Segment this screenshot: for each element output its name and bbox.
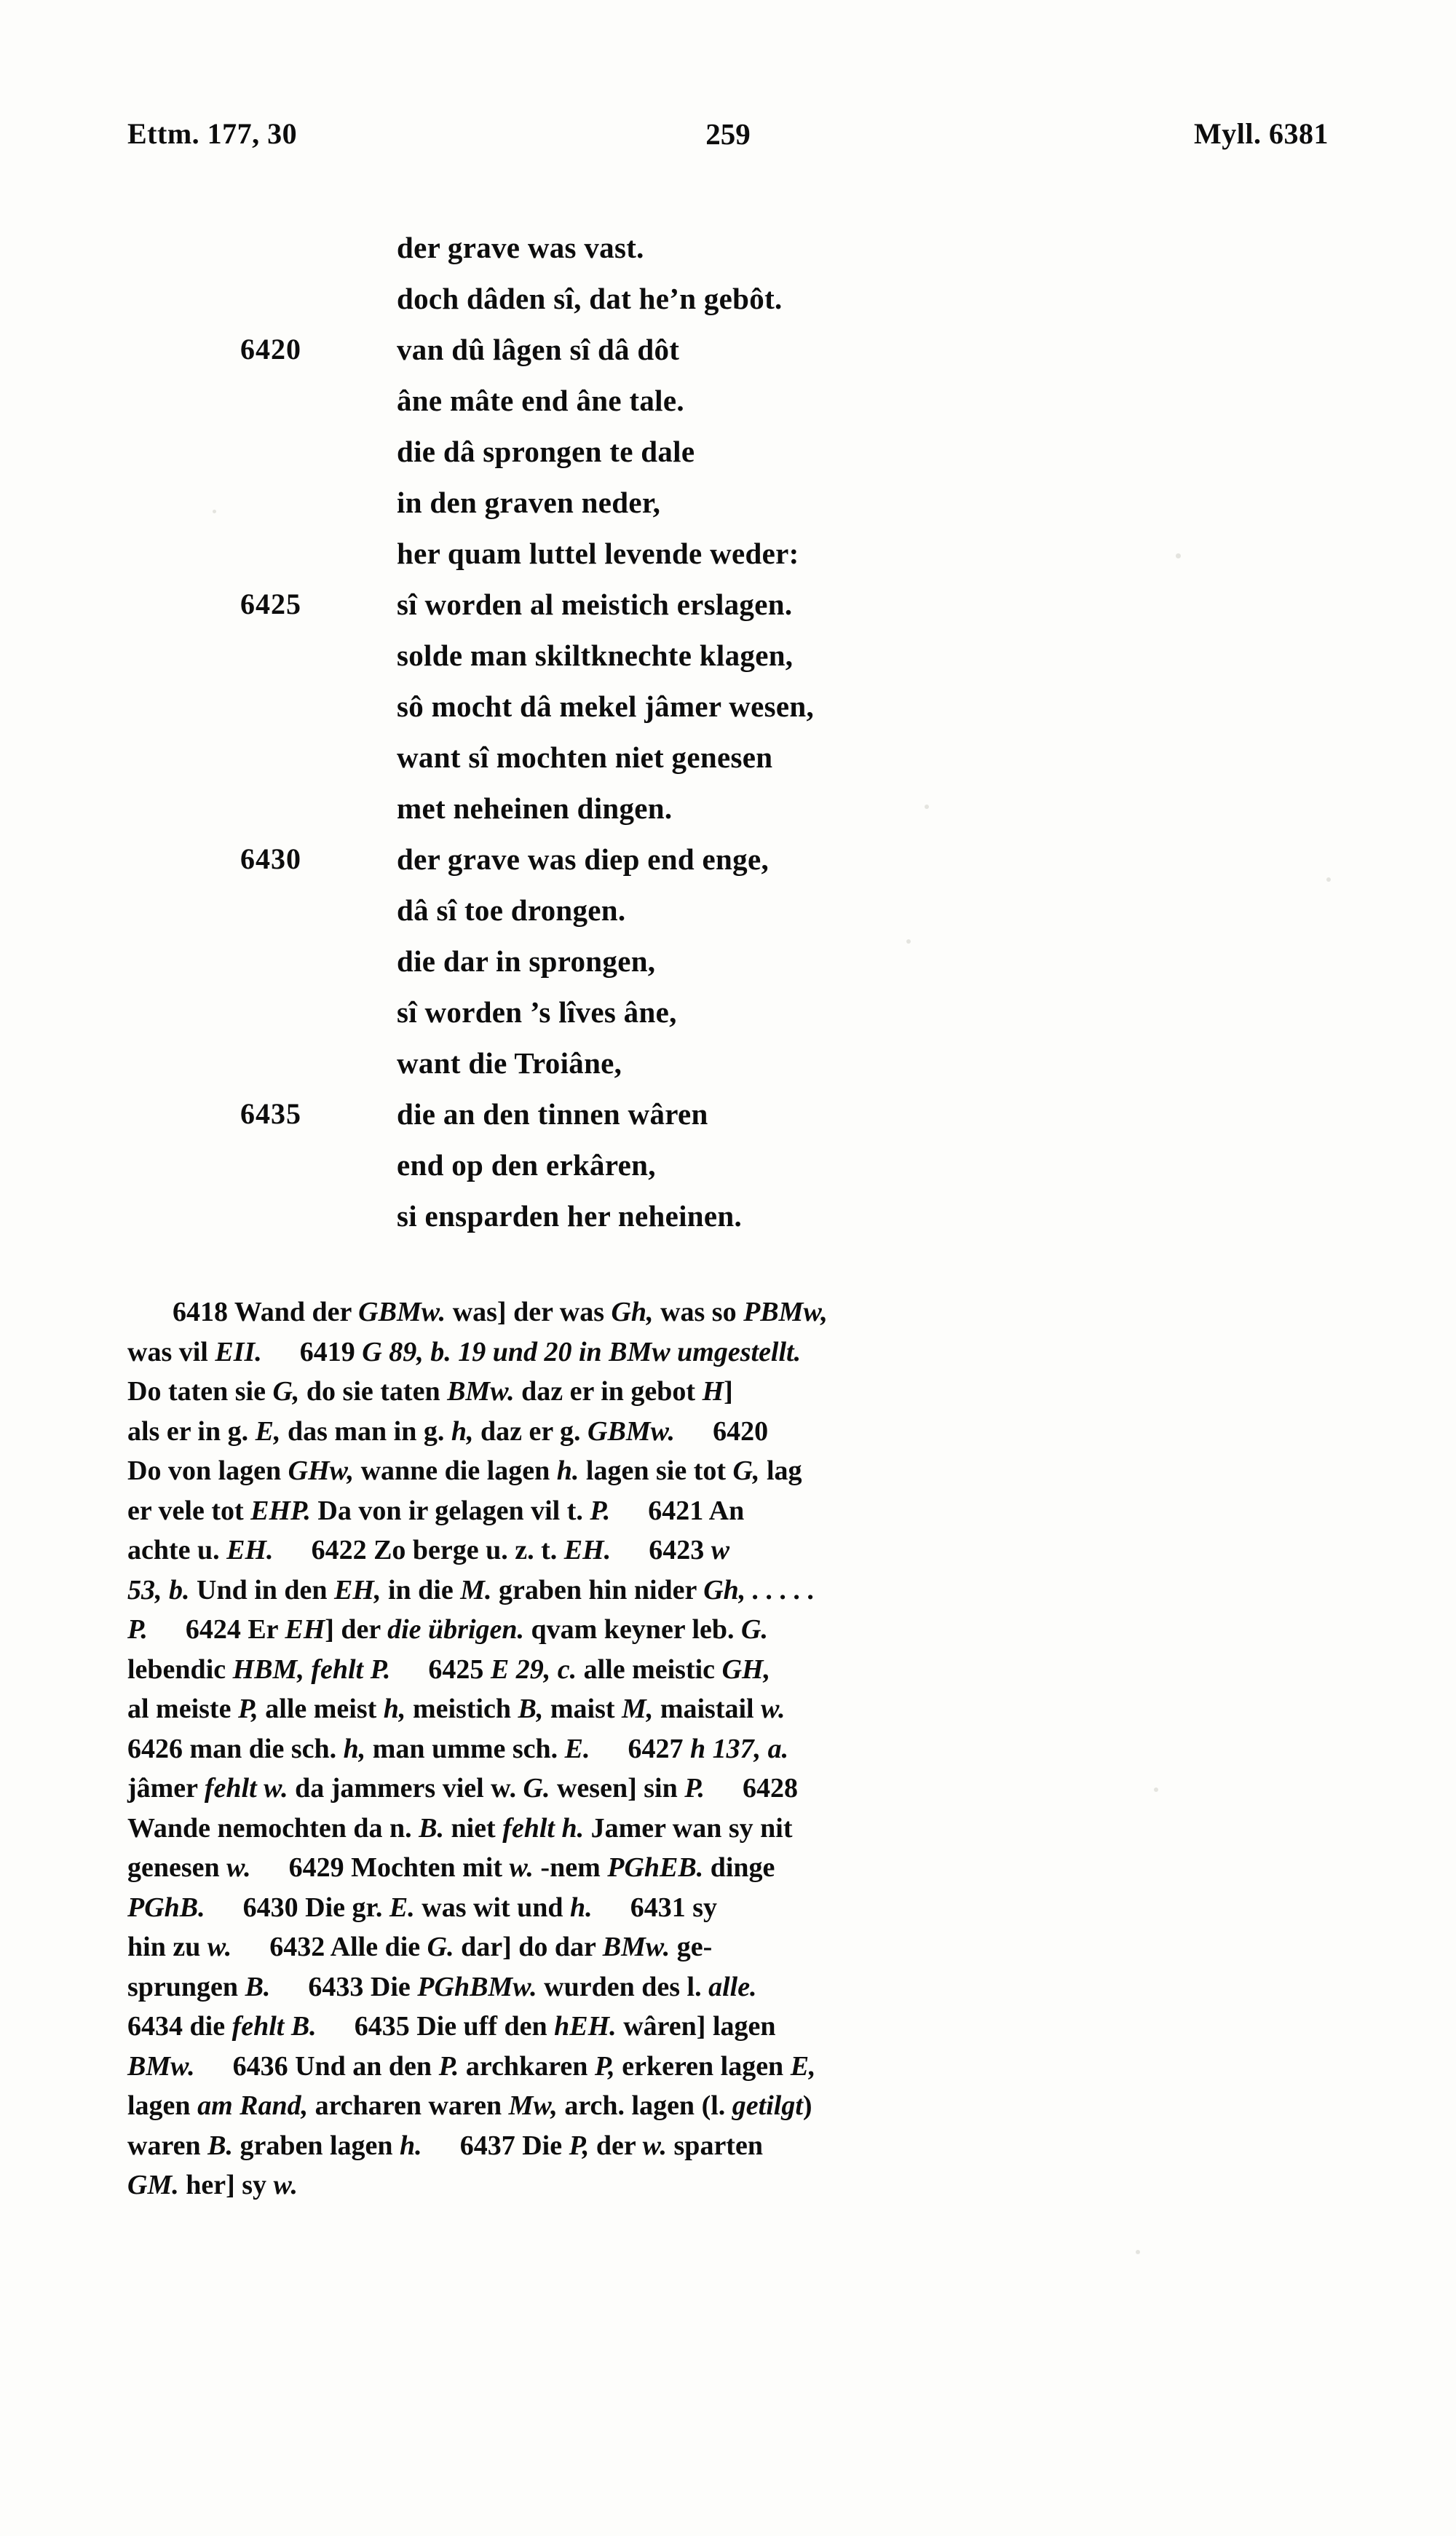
verse-line-text: sî worden ’s lîves âne,	[397, 995, 677, 1029]
apparatus-line: hin zu w. 6432 Alle die G. dar] do dar BMw. ge-	[127, 1932, 713, 1962]
verse-line	[240, 1089, 1259, 1139]
verse-line-text: want die Troiâne,	[397, 1046, 622, 1080]
verse-line	[240, 732, 1259, 783]
apparatus-line: lebendic HBM, fehlt P. 6425 E 29, c. alle meistic GH,	[127, 1654, 771, 1685]
apparatus-line: al meiste P, alle meist h, meistich B, maist M, maistail w.	[127, 1694, 786, 1724]
apparatus-line: 6426 man die sch. h, man umme sch. E. 6427 h 137, a.	[127, 1733, 789, 1764]
verse-line-text: in den graven neder,	[397, 486, 661, 519]
apparatus-line: PGhB. 6430 Die gr. E. was wit und h. 6431 sy	[127, 1892, 717, 1923]
verse-line	[240, 987, 1259, 1038]
verse-line-text: si ensparden her neheinen.	[397, 1199, 743, 1233]
paper-speck	[1176, 553, 1181, 558]
verse-line	[240, 834, 1259, 885]
verse-line-number: 6425	[240, 588, 301, 620]
apparatus-line: sprungen B. 6433 Die PGhBMw. wurden des l. alle.	[127, 1971, 757, 2002]
verse-line-text: die dâ sprongen te dale	[397, 435, 695, 468]
verse-line	[240, 426, 1259, 477]
apparatus-line: Wande nemochten da n. B. niet fehlt h. Jamer wan sy nit	[127, 1812, 793, 1844]
verse-line	[240, 630, 1259, 681]
apparatus-line: Do taten sie G, do sie taten BMw. daz er in gebot H]	[127, 1376, 733, 1407]
page-number: 259	[705, 117, 751, 151]
verse-line-text: sô mocht dâ mekel jâmer wesen,	[397, 690, 815, 723]
verse-line-text: sî worden al meistich erslagen.	[397, 588, 793, 621]
verse-line-text: solde man skiltknechte klagen,	[397, 639, 794, 672]
verse-line	[240, 375, 1259, 426]
verse-line-text: der grave was diep end enge,	[397, 842, 769, 876]
apparatus-line: achte u. EH. 6422 Zo berge u. z. t. EH. 6423 w	[127, 1535, 730, 1565]
verse-line-text: end op den erkâren,	[397, 1148, 656, 1182]
verse-line-text: her quam luttel levende weder:	[397, 537, 799, 570]
verse-line-text: die dar in sprongen,	[397, 944, 656, 978]
verse-line	[240, 885, 1259, 936]
paper-speck	[1154, 1788, 1158, 1792]
verse-line	[240, 528, 1259, 579]
verse-line	[240, 477, 1259, 528]
apparatus-line: als er in g. E, das man in g. h, daz er g. GBMw. 6420	[127, 1415, 769, 1447]
apparatus-line: 6418 Wand der GBMw. was] der was Gh, was so PBMw,	[173, 1297, 828, 1327]
paper-speck	[906, 939, 911, 944]
apparatus-line: er vele tot EHP. Da von ir gelagen vil t. P. 6421 An	[127, 1495, 745, 1526]
apparatus-line: lagen am Rand, archaren waren Mw, arch. lagen (l. getilgt)	[127, 2090, 812, 2121]
apparatus-line: 6434 die fehlt B. 6435 Die uff den hEH. wâren] lagen	[127, 2011, 776, 2042]
verse-line	[240, 681, 1259, 732]
paper-speck	[1326, 877, 1331, 882]
apparatus-line: was vil EII. 6419 G 89, b. 19 und 20 in BMw umgestellt.	[127, 1336, 802, 1367]
verse-line	[240, 1139, 1259, 1190]
apparatus-line: waren B. graben lagen h. 6437 Die P, der w. sparten	[127, 2130, 763, 2161]
verse-line-text: van dû lâgen sî dâ dôt	[397, 333, 680, 366]
verse-line-text: der grave was vast.	[397, 231, 644, 264]
verse-line-number: 6430	[240, 842, 301, 875]
verse-line-text: dâ sî toe drongen.	[397, 893, 626, 927]
paper-speck	[925, 805, 929, 809]
critical-apparatus	[127, 1292, 1329, 2205]
verse-line-text: die an den tinnen wâren	[397, 1097, 708, 1131]
verse-line-text: want sî mochten niet genesen	[397, 740, 773, 774]
verse-line	[240, 222, 1259, 273]
apparatus-line: P. 6424 Er EH] der die übrigen. qvam keyner leb. G.	[127, 1614, 768, 1645]
verse-line	[240, 579, 1259, 630]
verse-line-text: doch dâden sî, dat he’n gebôt.	[397, 282, 783, 315]
verse-line	[240, 1038, 1259, 1089]
verse-line	[240, 324, 1259, 375]
verse-line	[240, 273, 1259, 324]
paper-speck	[213, 510, 216, 513]
verse-line-text: met neheinen dingen.	[397, 791, 673, 825]
paper-speck	[1136, 2250, 1140, 2254]
verse-line-text: âne mâte end âne tale.	[397, 384, 684, 417]
apparatus-line: jâmer fehlt w. da jammers viel w. G. wesen] sin P. 6428	[127, 1773, 799, 1804]
running-head-right: Myll. 6381	[1194, 117, 1329, 150]
verse-block	[240, 222, 1259, 1241]
apparatus-line: 53, b. Und in den EH, in die M. graben hin nider Gh, . . . . .	[127, 1574, 815, 1605]
apparatus-line: BMw. 6436 Und an den P. archkaren P, erkeren lagen E,	[127, 2050, 816, 2082]
verse-line	[240, 783, 1259, 834]
verse-line	[240, 936, 1259, 987]
verse-line-number: 6420	[240, 333, 301, 366]
apparatus-line: Do von lagen GHw, wanne die lagen h. lagen sie tot G, lag	[127, 1455, 802, 1486]
apparatus-line: GM. her] sy w.	[127, 2170, 298, 2200]
running-head-left: Ettm. 177, 30	[127, 117, 298, 150]
verse-line	[240, 1190, 1259, 1241]
running-head	[0, 116, 1456, 160]
verse-line-number: 6435	[240, 1097, 301, 1130]
apparatus-line: genesen w. 6429 Mochten mit w. -nem PGhEB. dinge	[127, 1852, 775, 1883]
